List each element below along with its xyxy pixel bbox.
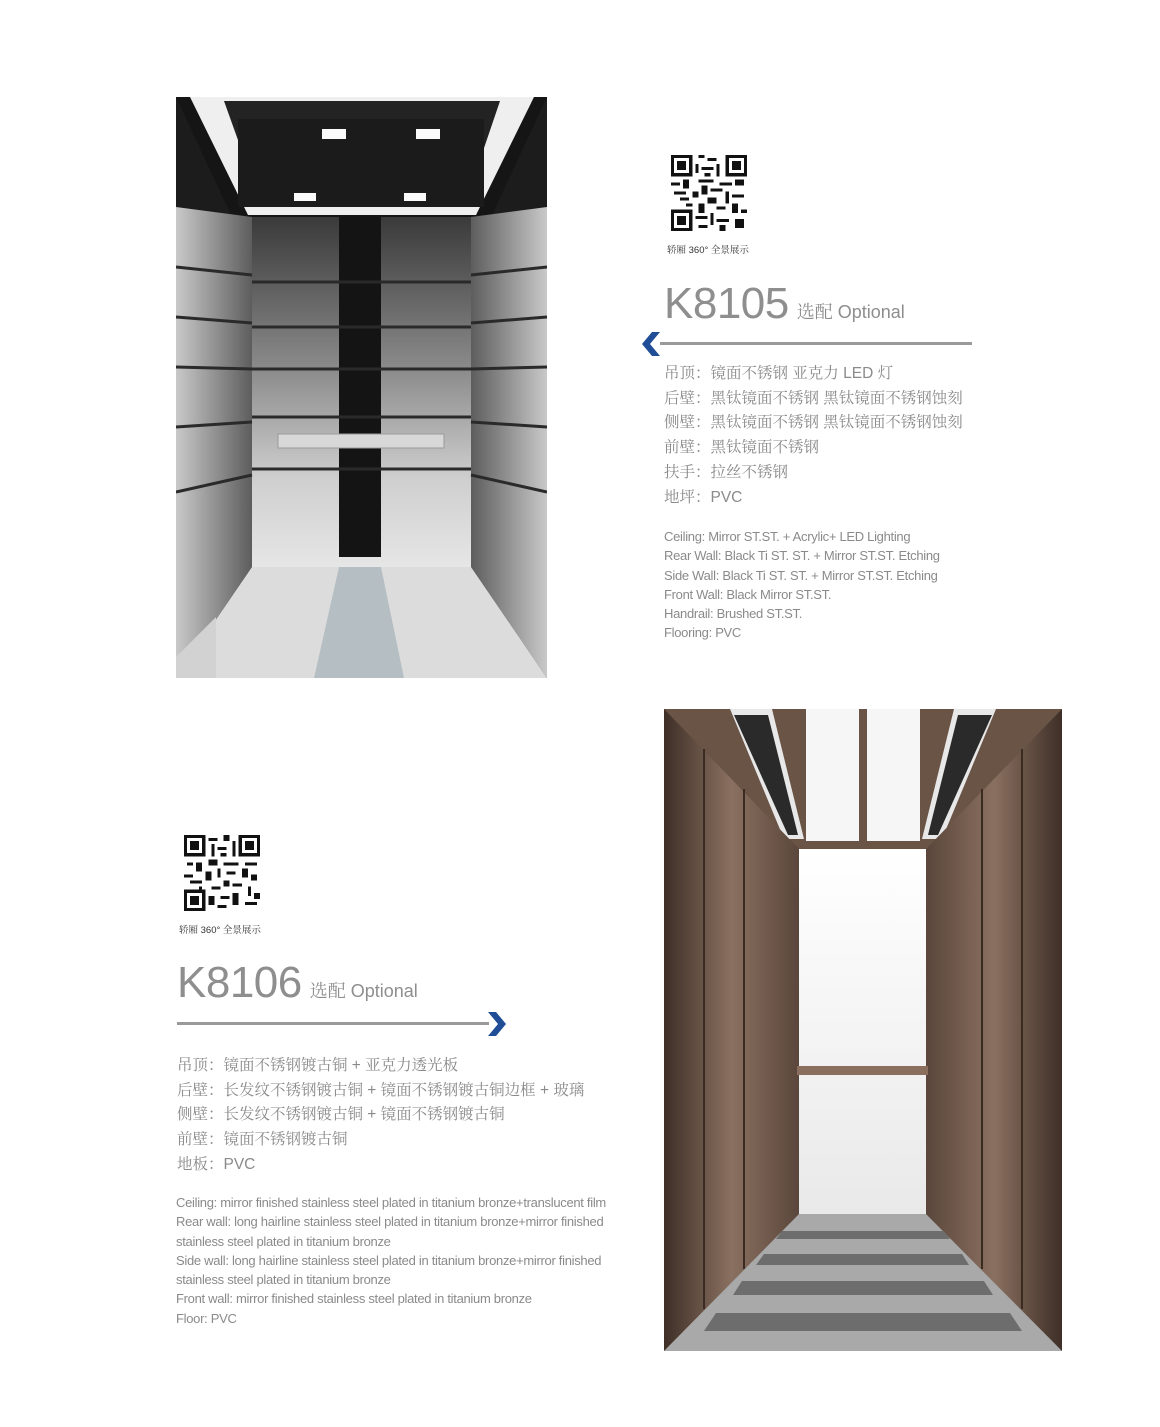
spec-cn-item: 前壁：镜面不锈钢镀古铜 (177, 1131, 348, 1149)
model-code: K8106 (177, 958, 302, 1007)
spec-cn-item: 地板：PVC (177, 1155, 256, 1173)
qr-caption: 轿厢 360° 全景展示 (179, 925, 261, 936)
qr-caption: 轿厢 360° 全景展示 (667, 245, 749, 256)
spec-cn-item: 前壁：黑钛镜面不锈钢 (664, 439, 820, 457)
elevator-cabin-photo-k8106 (664, 709, 1062, 1351)
spec-cn-item: 地坪：PVC (664, 488, 743, 506)
model-title-k8105 (664, 279, 905, 329)
spec-list-cn (664, 362, 963, 510)
spec-list-cn (177, 1054, 584, 1178)
spec-cn-item: 侧壁：长发纹不锈钢镀古铜 + 镜面不锈钢镀古铜 (177, 1106, 505, 1124)
optional-label: 选配 Optional (796, 302, 905, 322)
divider-rule (660, 342, 972, 345)
spec-en-item: Ceiling: mirror finished stainless steel plated in titanium bronze+translucent film (176, 1195, 606, 1210)
spec-en-item: Floor: PVC (176, 1310, 237, 1326)
spec-en-item: Rear Wall: Black Ti ST. ST. + Mirror ST.ST. Etching (664, 548, 940, 564)
arrow-right-icon (486, 1012, 506, 1036)
spec-cn-item: 后壁：长发纹不锈钢镀古铜 + 镜面不锈钢镀古铜边框 + 玻璃 (177, 1081, 585, 1099)
spec-en-item: Front Wall: Black Mirror ST.ST. (664, 586, 832, 602)
spec-cn-item: 侧壁：黑钛镜面不锈钢 黑钛镜面不锈钢蚀刻 (664, 414, 963, 432)
elevator-cabin-photo-k8105 (176, 97, 547, 678)
spec-cn-item: 吊顶：镜面不锈钢 亚克力 LED 灯 (664, 365, 894, 382)
spec-en-item: Flooring: PVC (664, 625, 742, 641)
spec-list-en (664, 527, 984, 643)
divider-rule (177, 1022, 489, 1025)
model-title-k8106 (177, 958, 418, 1008)
spec-cn-item: 吊顶：镜面不锈钢镀古铜 + 亚克力透光板 (177, 1057, 459, 1074)
spec-list-en (176, 1193, 628, 1328)
qr-code-icon[interactable] (671, 155, 747, 231)
optional-label: 选配 Optional (309, 981, 418, 1001)
spec-en-item: Handrail: Brushed ST.ST. (664, 606, 803, 622)
spec-cn-item: 扶手：拉丝不锈钢 (664, 463, 789, 481)
spec-en-item: Side wall: long hairline stainless steel plated in titanium bronze+mirror finished stainless steel plated in titanium bronze (176, 1252, 602, 1288)
spec-en-item: Side Wall: Black Ti ST. ST. + Mirror ST.ST. Etching (664, 567, 938, 583)
spec-en-item: Rear wall: long hairline stainless steel plated in titanium bronze+mirror finished stainless steel plated in titanium bronze (176, 1214, 604, 1249)
qr-code-icon[interactable] (184, 835, 260, 911)
spec-cn-item: 后壁：黑钛镜面不锈钢 黑钛镜面不锈钢蚀刻 (664, 389, 963, 407)
arrow-left-icon (642, 332, 662, 356)
model-code: K8105 (664, 279, 789, 328)
spec-en-item: Front wall: mirror finished stainless steel plated in titanium bronze (176, 1291, 532, 1307)
spec-en-item: Ceiling: Mirror ST.ST. + Acrylic+ LED Lighting (664, 529, 911, 544)
